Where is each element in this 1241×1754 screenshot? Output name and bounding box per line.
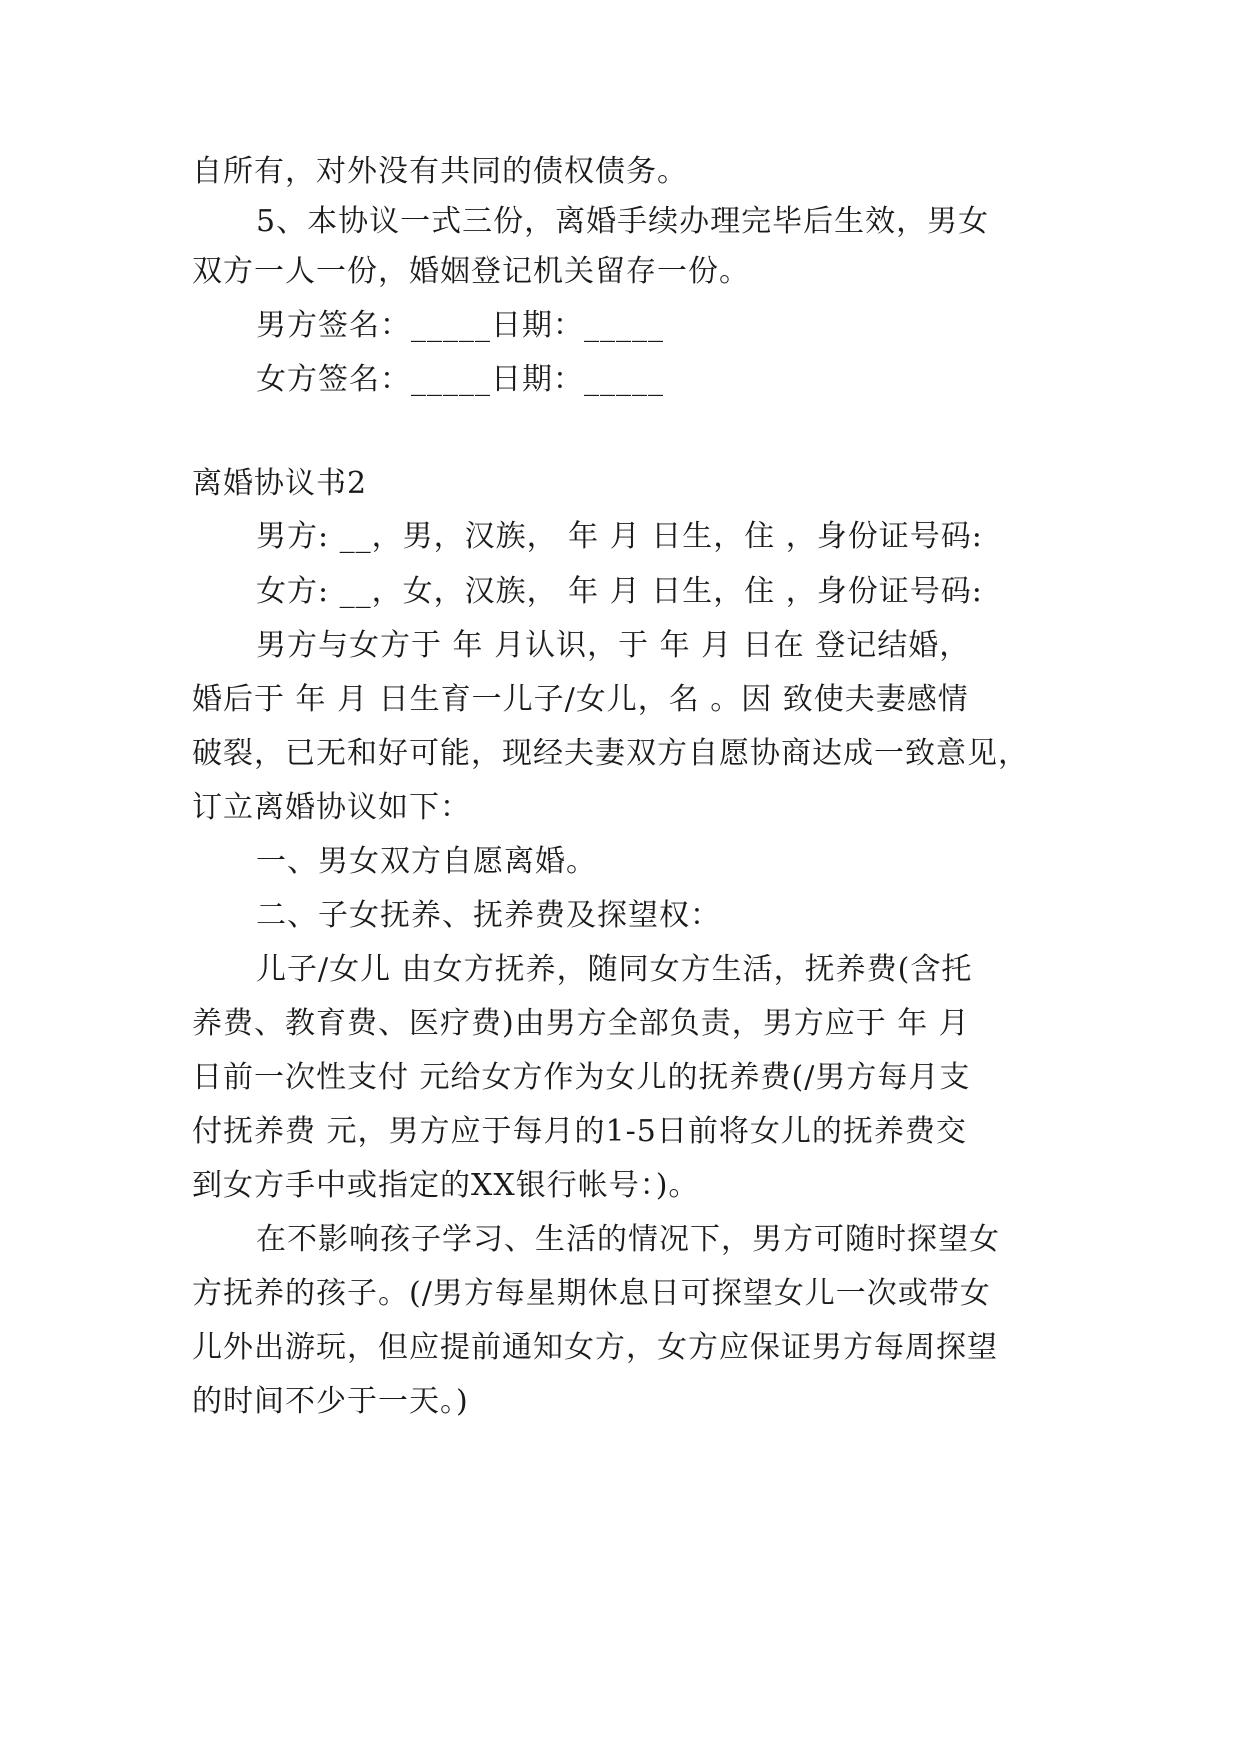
signature-line: 男方签名：_____日期：_____ (256, 308, 664, 343)
paragraph-line: 二、子女抚养、抚养费及探望权： (256, 898, 721, 933)
paragraph-line: 男方: __，男，汉族， 年 月 日生，住 ，身份证号码: (256, 519, 983, 554)
paragraph-line: 双方一人一份，婚姻登记机关留存一份。 (192, 254, 750, 289)
paragraph-line: 婚后于 年 月 日生育一儿子/女儿，名 。因 致使夫妻感情 (192, 682, 969, 717)
paragraph-line: 一、男女双方自愿离婚。 (256, 844, 597, 879)
paragraph-line: 的时间不少于一天。) (192, 1384, 469, 1419)
paragraph-line: 到女方手中或指定的XX银行帐号：)。 (192, 1168, 700, 1203)
paragraph-line: 方抚养的孩子。(/男方每星期休息日可探望女儿一次或带女 (192, 1276, 991, 1311)
paragraph-line: 付抚养费 元，男方应于每月的1-5日前将女儿的抚养费交 (192, 1114, 967, 1149)
signature-line: 女方签名：_____日期：_____ (256, 362, 664, 397)
paragraph-line: 破裂，已无和好可能，现经夫妻双方自愿协商达成一致意见， (192, 736, 1029, 771)
paragraph-line: 日前一次性支付 元给女方作为女儿的抚养费(/男方每月支 (192, 1060, 971, 1095)
paragraph-line: 在不影响孩子学习、生活的情况下，男方可随时探望女 (256, 1222, 1000, 1257)
paragraph-line: 订立离婚协议如下： (192, 790, 471, 825)
paragraph-line: 5、本协议一式三份，离婚手续办理完毕后生效，男女 (256, 204, 990, 239)
paragraph-line: 儿子/女儿 由女方抚养，随同女方生活，抚养费(含托 (256, 952, 973, 987)
paragraph-line: 养费、教育费、医疗费)由男方全部负责，男方应于 年 月 (192, 1006, 970, 1041)
paragraph-line: 儿外出游玩，但应提前通知女方，女方应保证男方每周探望 (192, 1330, 998, 1365)
paragraph-line: 女方: __，女，汉族， 年 月 日生，住 ，身份证号码: (256, 574, 983, 609)
section-title: 离婚协议书2 (192, 466, 368, 501)
paragraph-line: 自所有，对外没有共同的债权债务。 (192, 154, 688, 189)
paragraph-line: 男方与女方于 年 月认识，于 年 月 日在 登记结婚， (256, 628, 971, 663)
